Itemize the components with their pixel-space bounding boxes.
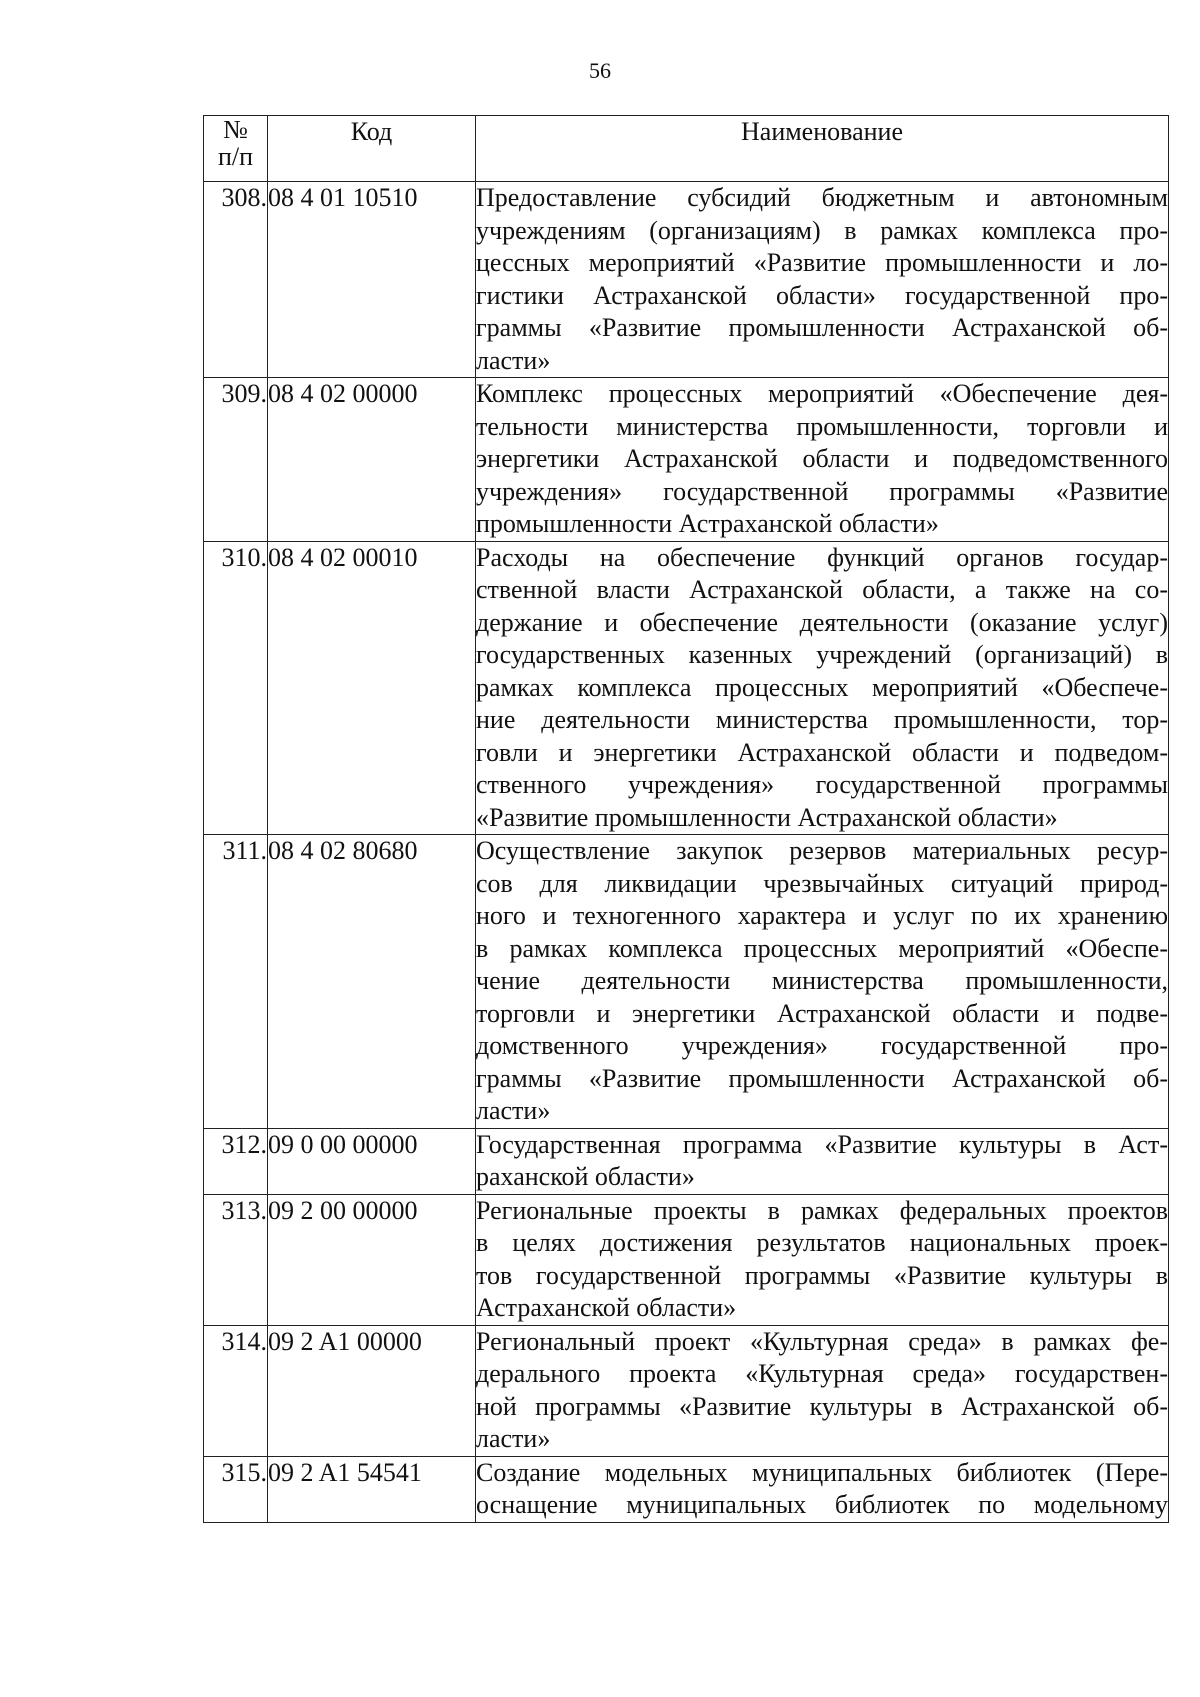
row-name <box>476 1194 1169 1325</box>
row-name-line: сов для ликвидации чрезвычайных ситуаций природ- <box>476 868 1168 898</box>
row-code: 08 4 01 10510 <box>268 182 476 378</box>
row-code: 09 2 A1 00000 <box>268 1325 476 1456</box>
row-name <box>476 182 1169 378</box>
row-name-line: ние деятельности министерства промышленности, тор- <box>476 705 1168 734</box>
row-name-line: Государственная программа «Развитие культуры в Аст- <box>476 1129 1168 1159</box>
row-name-line: Осуществление закупок резервов материальных ресур- <box>476 836 1168 865</box>
row-name-line: домственного учреждения» государственной про- <box>476 1031 1168 1060</box>
row-name-line: Создание модельных муниципальных библиотек (Пере- <box>476 1457 1168 1487</box>
row-code: 09 0 00 00000 <box>268 1128 476 1194</box>
header-num-abbr: п/п <box>217 142 254 171</box>
table-row <box>204 378 1169 542</box>
row-name-line: Астраханской области» <box>476 1293 737 1322</box>
header-num <box>204 116 268 182</box>
row-name-line: оснащение муниципальных библиотек по модельному <box>476 1490 1168 1519</box>
row-name-line: промышленности Астраханской области» <box>476 509 939 538</box>
table-header <box>204 116 1169 182</box>
row-name-line: Комплекс процессных мероприятий «Обеспечение дея- <box>476 379 1168 408</box>
row-name-line: рамках комплекса процессных мероприятий «Обеспече- <box>476 672 1168 702</box>
row-name-line: Региональный проект «Культурная среда» в рамках фе- <box>476 1326 1168 1356</box>
row-name-line: Предоставление субсидий бюджетным и автономным <box>476 183 1168 212</box>
row-number: 314. <box>204 1325 268 1456</box>
row-name-line: держание и обеспечение деятельности (оказание услуг) <box>476 607 1168 637</box>
header-row <box>204 116 1169 182</box>
row-name-line: ственной власти Астраханской области, а также на со- <box>476 575 1168 604</box>
row-name-line: ного и техногенного характера и услуг по их хранению <box>476 901 1168 930</box>
row-number: 312. <box>204 1128 268 1194</box>
row-name <box>476 835 1169 1129</box>
table-row <box>204 1194 1169 1325</box>
table-row <box>204 1456 1169 1522</box>
row-name-line: учреждения» государственной программы «Развитие <box>476 476 1168 506</box>
header-name: Наименование <box>476 116 1169 182</box>
row-name-line: ной программы «Развитие культуры в Астраханской об- <box>476 1391 1168 1421</box>
row-name-line: Региональные проекты в рамках федеральных проектов <box>476 1195 1168 1225</box>
row-name-line: торговли и энергетики Астраханской области и подве- <box>476 998 1168 1028</box>
row-number: 311. <box>204 835 268 1129</box>
row-code: 08 4 02 00000 <box>268 378 476 542</box>
row-name <box>476 1456 1169 1522</box>
row-name-line: чение деятельности министерства промышленности, <box>476 966 1168 995</box>
row-number: 313. <box>204 1194 268 1325</box>
row-name-line: Расходы на обеспечение функций органов государ- <box>476 542 1168 572</box>
row-code: 08 4 02 80680 <box>268 835 476 1129</box>
row-name-line: говли и энергетики Астраханской области и подведом- <box>476 737 1168 767</box>
row-name-line: в рамках комплекса процессных мероприятий «Обеспе- <box>476 933 1168 963</box>
row-name-line: ственного учреждения» государственной программы <box>476 770 1168 799</box>
row-name-line: учреждениям (организациям) в рамках комплекса про- <box>476 215 1168 245</box>
table-row <box>204 1325 1169 1456</box>
row-name <box>476 378 1169 542</box>
row-number: 315. <box>204 1456 268 1522</box>
row-code: 09 2 A1 54541 <box>268 1456 476 1522</box>
row-number: 309. <box>204 378 268 542</box>
row-name <box>476 1128 1169 1194</box>
row-name-line: дерального проекта «Культурная среда» государствен- <box>476 1359 1168 1388</box>
row-name-line: гистики Астраханской области» государственной про- <box>476 280 1168 310</box>
row-code: 09 2 00 00000 <box>268 1194 476 1325</box>
row-name <box>476 1325 1169 1456</box>
row-name-line: ласти» <box>476 1424 551 1453</box>
classification-table <box>203 115 1169 1523</box>
table-row <box>204 1128 1169 1194</box>
table-body <box>204 182 1169 1523</box>
row-name-line: государственных казенных учреждений (организаций) в <box>476 640 1168 669</box>
row-code: 08 4 02 00010 <box>268 541 476 835</box>
row-name <box>476 541 1169 835</box>
row-name-line: раханской области» <box>476 1162 695 1191</box>
row-name-line: ласти» <box>476 345 551 375</box>
page-number: 56 <box>589 58 611 83</box>
table-row <box>204 182 1169 378</box>
row-name-line: граммы «Развитие промышленности Астраханской об- <box>476 1063 1168 1093</box>
header-code: Код <box>268 116 476 182</box>
row-number: 308. <box>204 182 268 378</box>
row-number: 310. <box>204 541 268 835</box>
row-name-line: энергетики Астраханской области и подведомственного <box>476 444 1168 473</box>
header-num-symbol: № <box>223 115 248 144</box>
row-name-line: цессных мероприятий «Развитие промышленности и ло- <box>476 248 1168 277</box>
table-row <box>204 835 1169 1129</box>
table-row <box>204 541 1169 835</box>
row-name-line: тов государственной программы «Развитие культуры в <box>476 1260 1168 1290</box>
row-name-line: граммы «Развитие промышленности Астраханской об- <box>476 313 1168 342</box>
row-name-line: в целях достижения результатов национальных проек- <box>476 1228 1168 1257</box>
row-name-line: тельности министерства промышленности, торговли и <box>476 411 1168 441</box>
row-name-line: ласти» <box>476 1096 551 1125</box>
row-name-line: «Развитие промышленности Астраханской области» <box>476 802 1058 832</box>
